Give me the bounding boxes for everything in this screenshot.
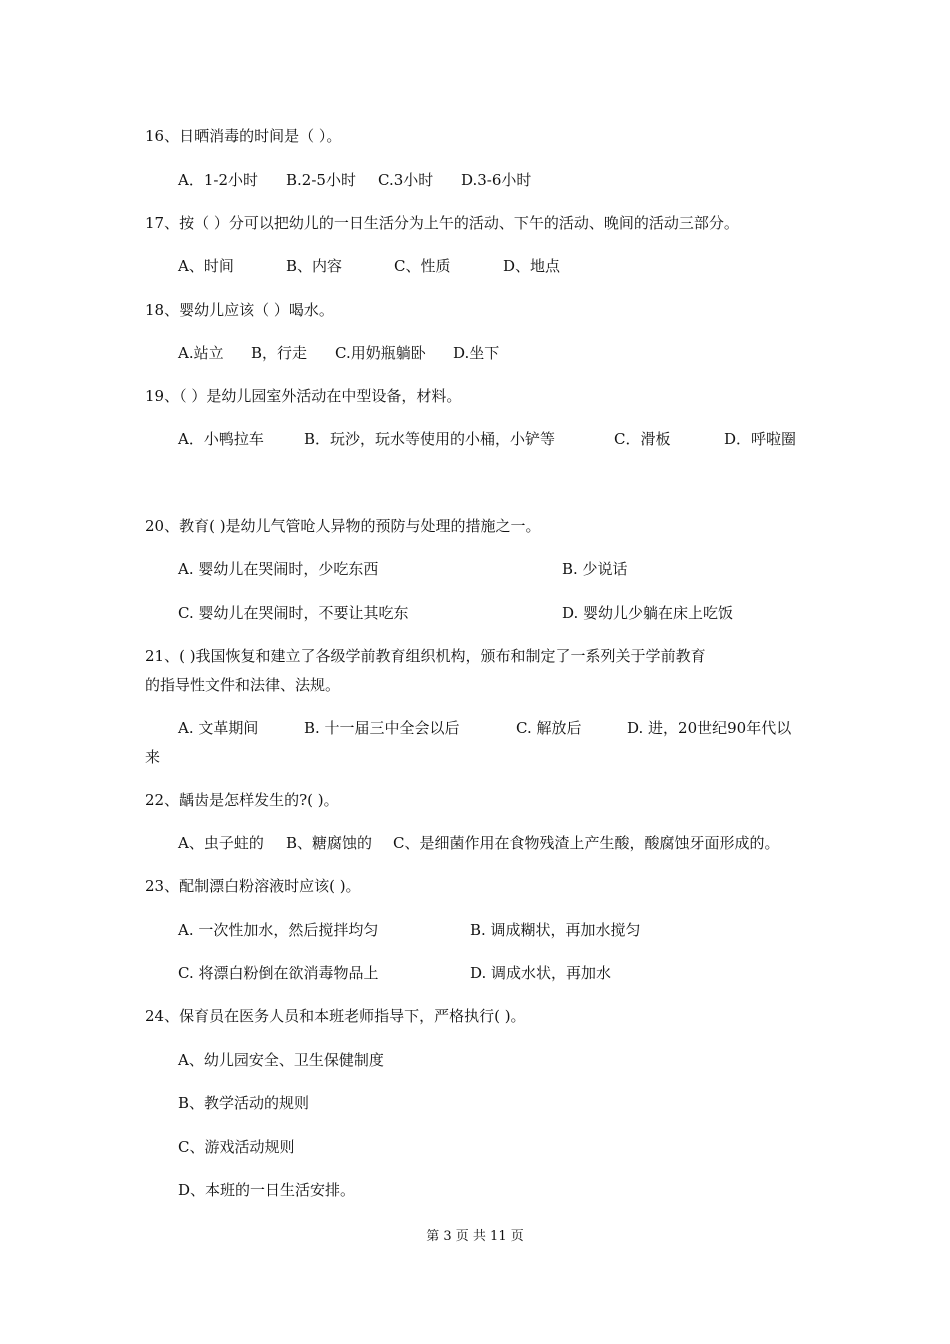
option-a: A. 文革期间: [178, 719, 259, 737]
option-a: A.站立: [178, 344, 224, 362]
option-c: C．滑板: [614, 430, 671, 448]
question-21-stem-line2: 的指导性文件和法律、法规。: [145, 676, 341, 694]
question-24-option-d: D、本班的一日生活安排。: [178, 1181, 356, 1199]
question-24-option-c: C、游戏活动规则: [178, 1138, 295, 1156]
option-d: D.3-6小时: [461, 171, 532, 189]
question-19-stem: 19、（ ）是幼儿园室外活动在中型设备，材料。: [145, 387, 462, 405]
page-number-footer: 第 3 页 共 11 页: [426, 1229, 524, 1244]
question-24-stem: 24、保育员在医务人员和本班老师指导下，严格执行( )。: [145, 1007, 526, 1025]
option-d: D、地点: [503, 257, 561, 275]
option-a: A. 一次性加水，然后搅拌均匀: [178, 921, 379, 939]
option-a: A. 婴幼儿在哭闹时，少吃东西: [178, 560, 379, 578]
option-c: C. 解放后: [516, 719, 582, 737]
question-20-stem: 20、教育( )是幼儿气管呛人异物的预防与处理的措施之一。: [145, 517, 541, 535]
option-d: D. 婴幼儿少躺在床上吃饭: [562, 604, 734, 622]
question-18-stem: 18、婴幼儿应该（ ）喝水。: [145, 301, 334, 319]
option-c: C、性质: [394, 257, 451, 275]
question-17-stem: 17、按（ ）分可以把幼儿的一日生活分为上午的活动、下午的活动、晚间的活动三部分。: [145, 214, 739, 232]
option-b: B，行走: [251, 344, 308, 362]
option-d: D.坐下: [453, 344, 500, 362]
question-21-stem-line1: 21、( )我国恢复和建立了各级学前教育组织机构，颁布和制定了一系列关于学前教育: [145, 647, 706, 665]
option-c: C.用奶瓶躺卧: [335, 344, 426, 362]
option-d: D. 调成水状，再加水: [470, 964, 612, 982]
option-a: A、虫子蛀的: [178, 834, 264, 852]
option-a: A、时间: [178, 257, 234, 275]
question-21-option-wrap: 来: [145, 748, 161, 766]
option-b: B. 少说话: [562, 560, 628, 578]
option-c: C. 将漂白粉倒在欲消毒物品上: [178, 964, 379, 982]
option-d: D．呼啦圈: [724, 430, 797, 448]
question-23-stem: 23、配制漂白粉溶液时应该( )。: [145, 877, 361, 895]
option-c: C. 婴幼儿在哭闹时，不要让其吃东: [178, 604, 409, 622]
option-b: B、内容: [286, 257, 343, 275]
question-22-stem: 22、龋齿是怎样发生的?( )。: [145, 791, 339, 809]
question-24-option-a: A、幼儿园安全、卫生保健制度: [178, 1051, 384, 1069]
option-b: B. 十一届三中全会以后: [304, 719, 460, 737]
option-b: B.2-5小时: [286, 171, 356, 189]
option-b: B. 调成糊状，再加水搅匀: [470, 921, 641, 939]
option-d: D. 进，20世纪90年代以: [627, 719, 792, 737]
option-b: B、糖腐蚀的: [286, 834, 373, 852]
question-24-option-b: B、教学活动的规则: [178, 1094, 310, 1112]
option-a: A．小鸭拉车: [178, 430, 264, 448]
question-16-stem: 16、日晒消毒的时间是（ ）。: [145, 127, 342, 145]
option-c: C、是细菌作用在食物残渣上产生酸，酸腐蚀牙面形成的。: [393, 834, 780, 852]
option-a: A．1-2小时: [178, 171, 258, 189]
option-b: B．玩沙，玩水等使用的小桶，小铲等: [304, 430, 556, 448]
option-c: C.3小时: [378, 171, 434, 189]
